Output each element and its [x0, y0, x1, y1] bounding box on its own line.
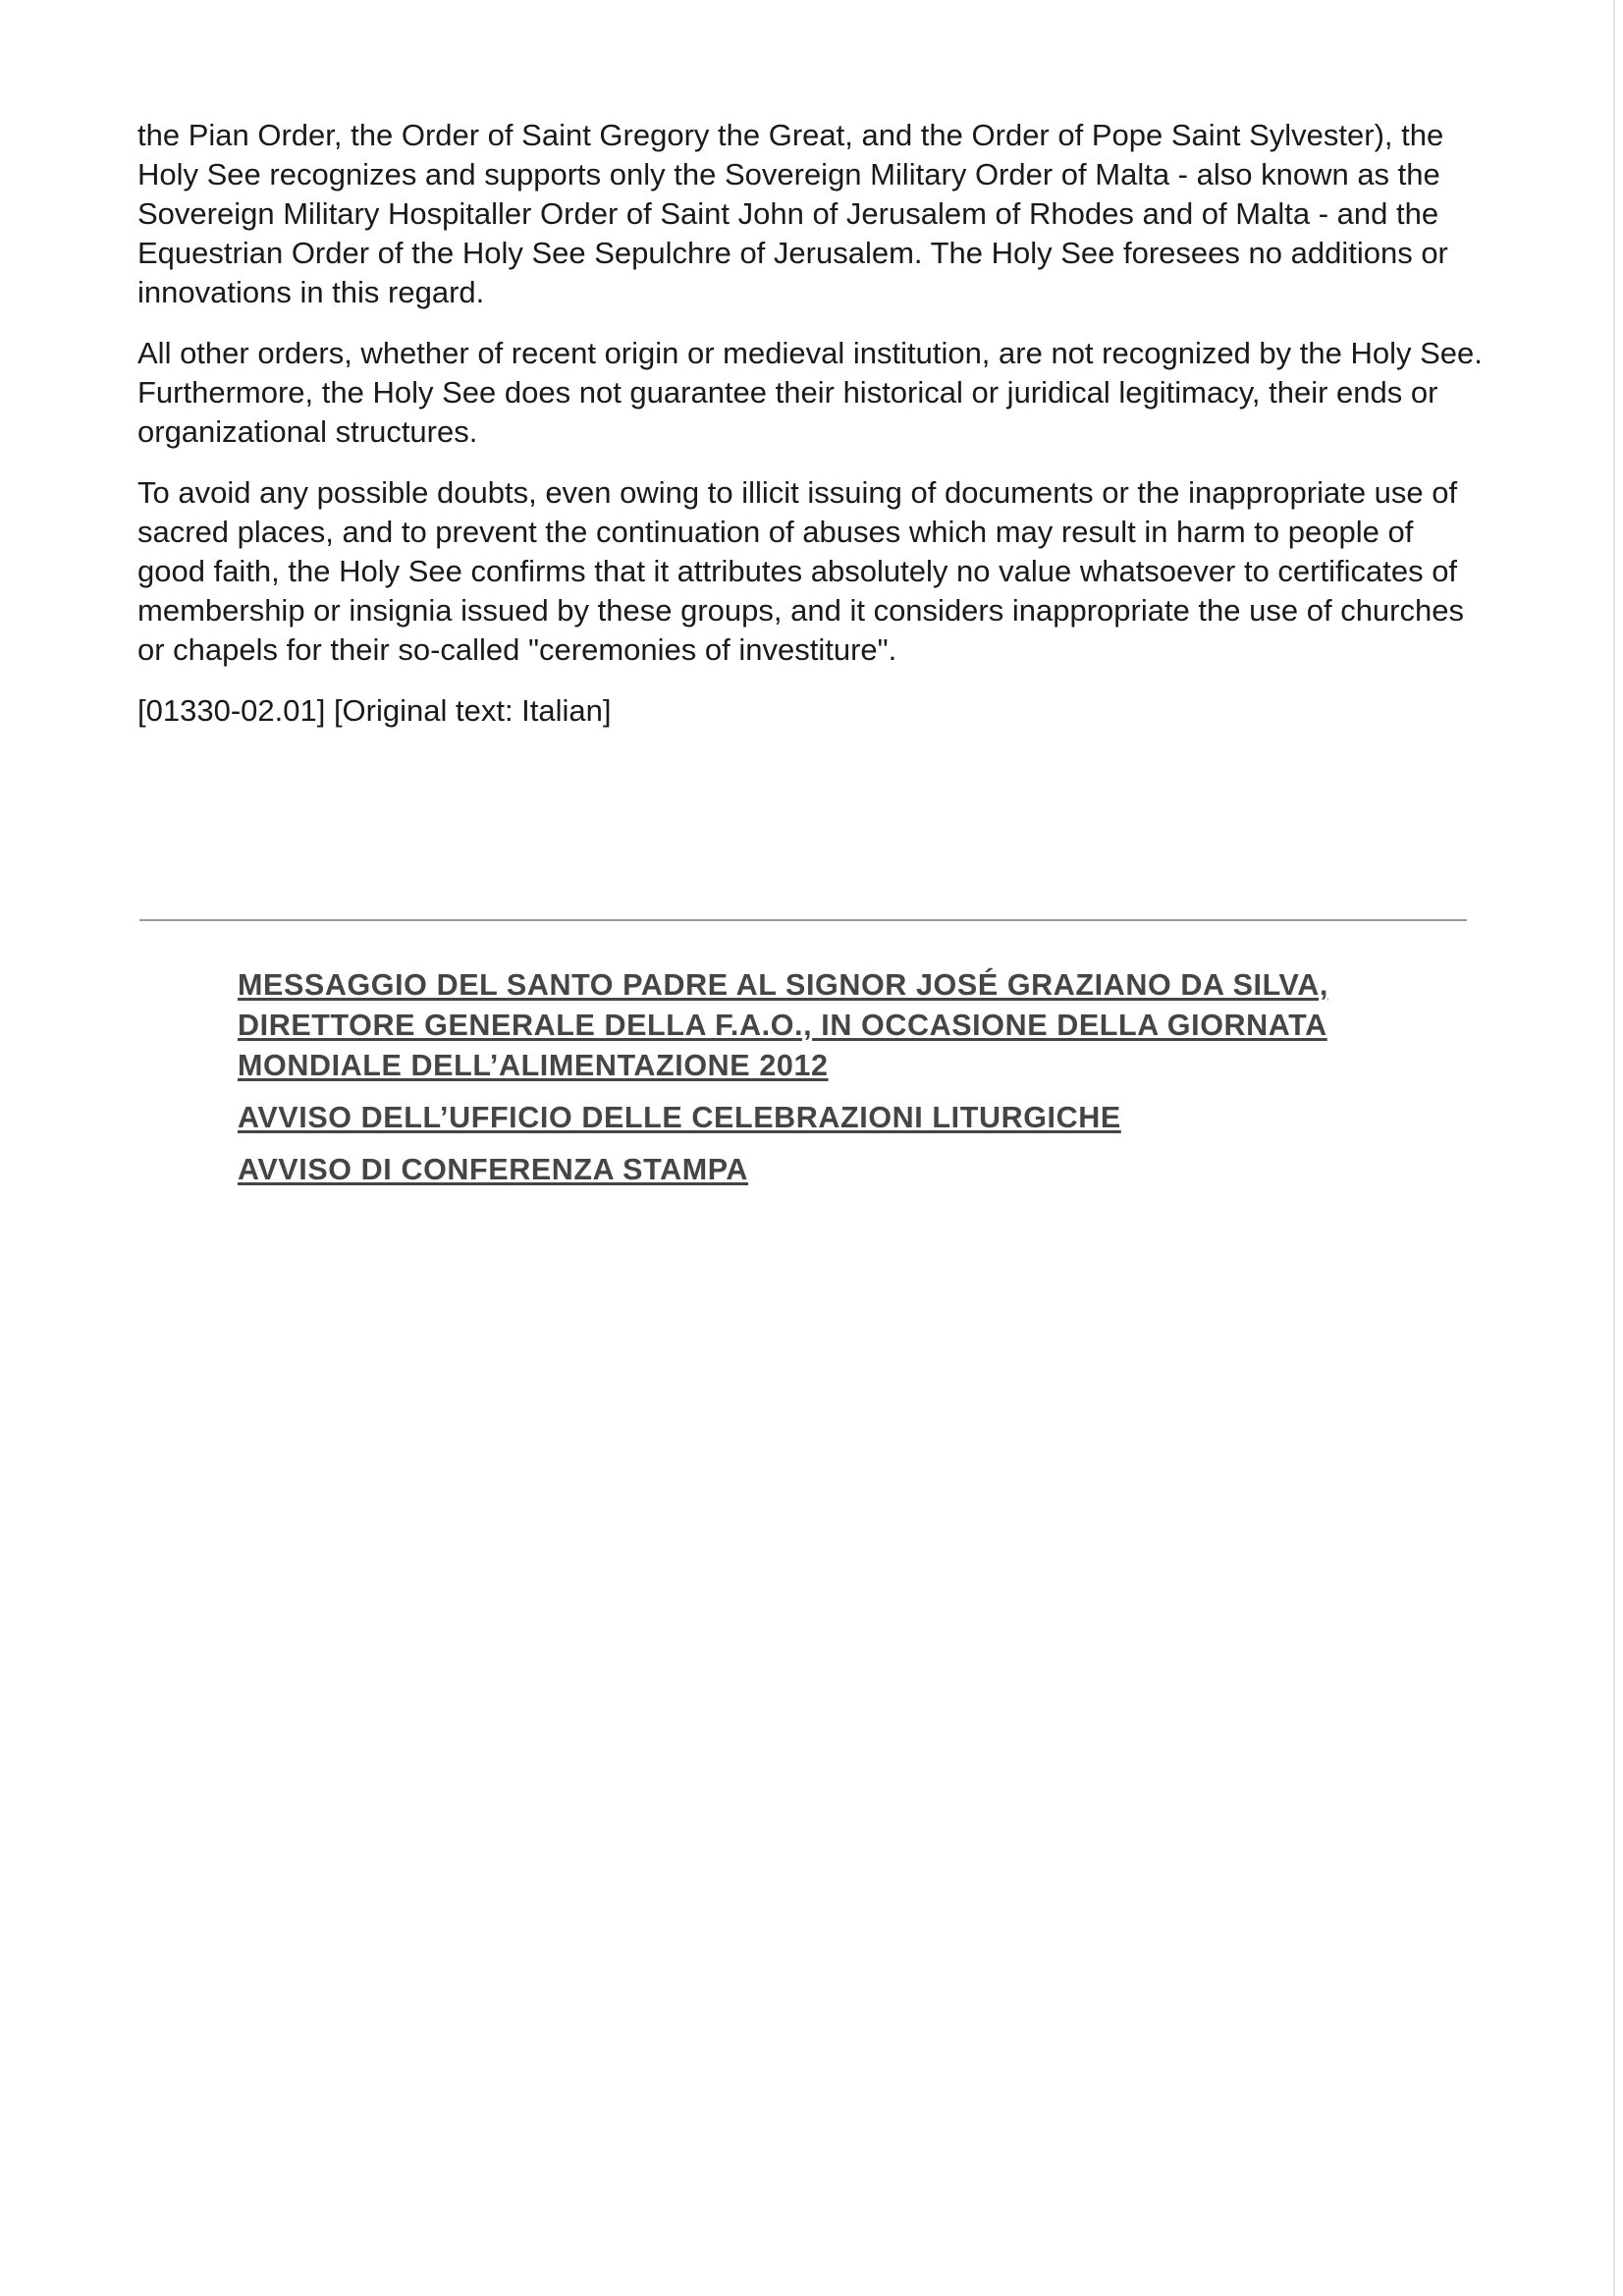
- reference-note: [01330-02.01] [Original text: Italian]: [137, 693, 612, 728]
- section-divider: [139, 919, 1467, 921]
- paragraph-recognized-orders: the Pian Order, the Order of Saint Gregory the Great, and the Order of Pope Saint Sylvester), the Holy See recognizes and supports only the Sovereign Military Order of Malta - also known as the Sovereign Military Hospitaller Order of Saint John of Jerusalem of Rhodes and of Malta - and the Equestrian Order of the Holy See Sepulchre of Jerusalem. The Holy See foresees no additions or innovations in this regard.: [137, 118, 1448, 309]
- page-edge: [1613, 0, 1615, 2296]
- paragraph-other-orders: All other orders, whether of recent origin or medieval institution, are not recognized by the Holy See. Furthermore, the Holy See does not guarantee their historical or juridical legitimacy, their ends or organizational structures.: [137, 336, 1483, 449]
- link-avviso-celebrazioni[interactable]: AVVISO DELL’UFFICIO DELLE CELEBRAZIONI LITURGICHE: [238, 1101, 1121, 1134]
- link-messaggio-fao[interactable]: MESSAGGIO DEL SANTO PADRE AL SIGNOR JOSÉ GRAZIANO DA SILVA, DIRETTORE GENERALE DELLA F.A.O., IN OCCASIONE DELLA GIORNATA MONDIALE DELL’ALIMENTAZIONE 2012: [238, 968, 1328, 1082]
- related-links: [238, 965, 1416, 1202]
- paragraph-abuses-warning: To avoid any possible doubts, even owing to illicit issuing of documents or the inappropriate use of sacred places, and to prevent the continuation of abuses which may result in harm to people of good faith, the Holy See confirms that it attributes absolutely no value whatsoever to certificates of membership or insignia issued by these groups, and it considers inappropriate the use of churches or chapels for their so-called "ceremonies of investiture".: [137, 475, 1464, 667]
- document-body: [137, 116, 1483, 752]
- link-avviso-conferenza[interactable]: AVVISO DI CONFERENZA STAMPA: [238, 1153, 749, 1186]
